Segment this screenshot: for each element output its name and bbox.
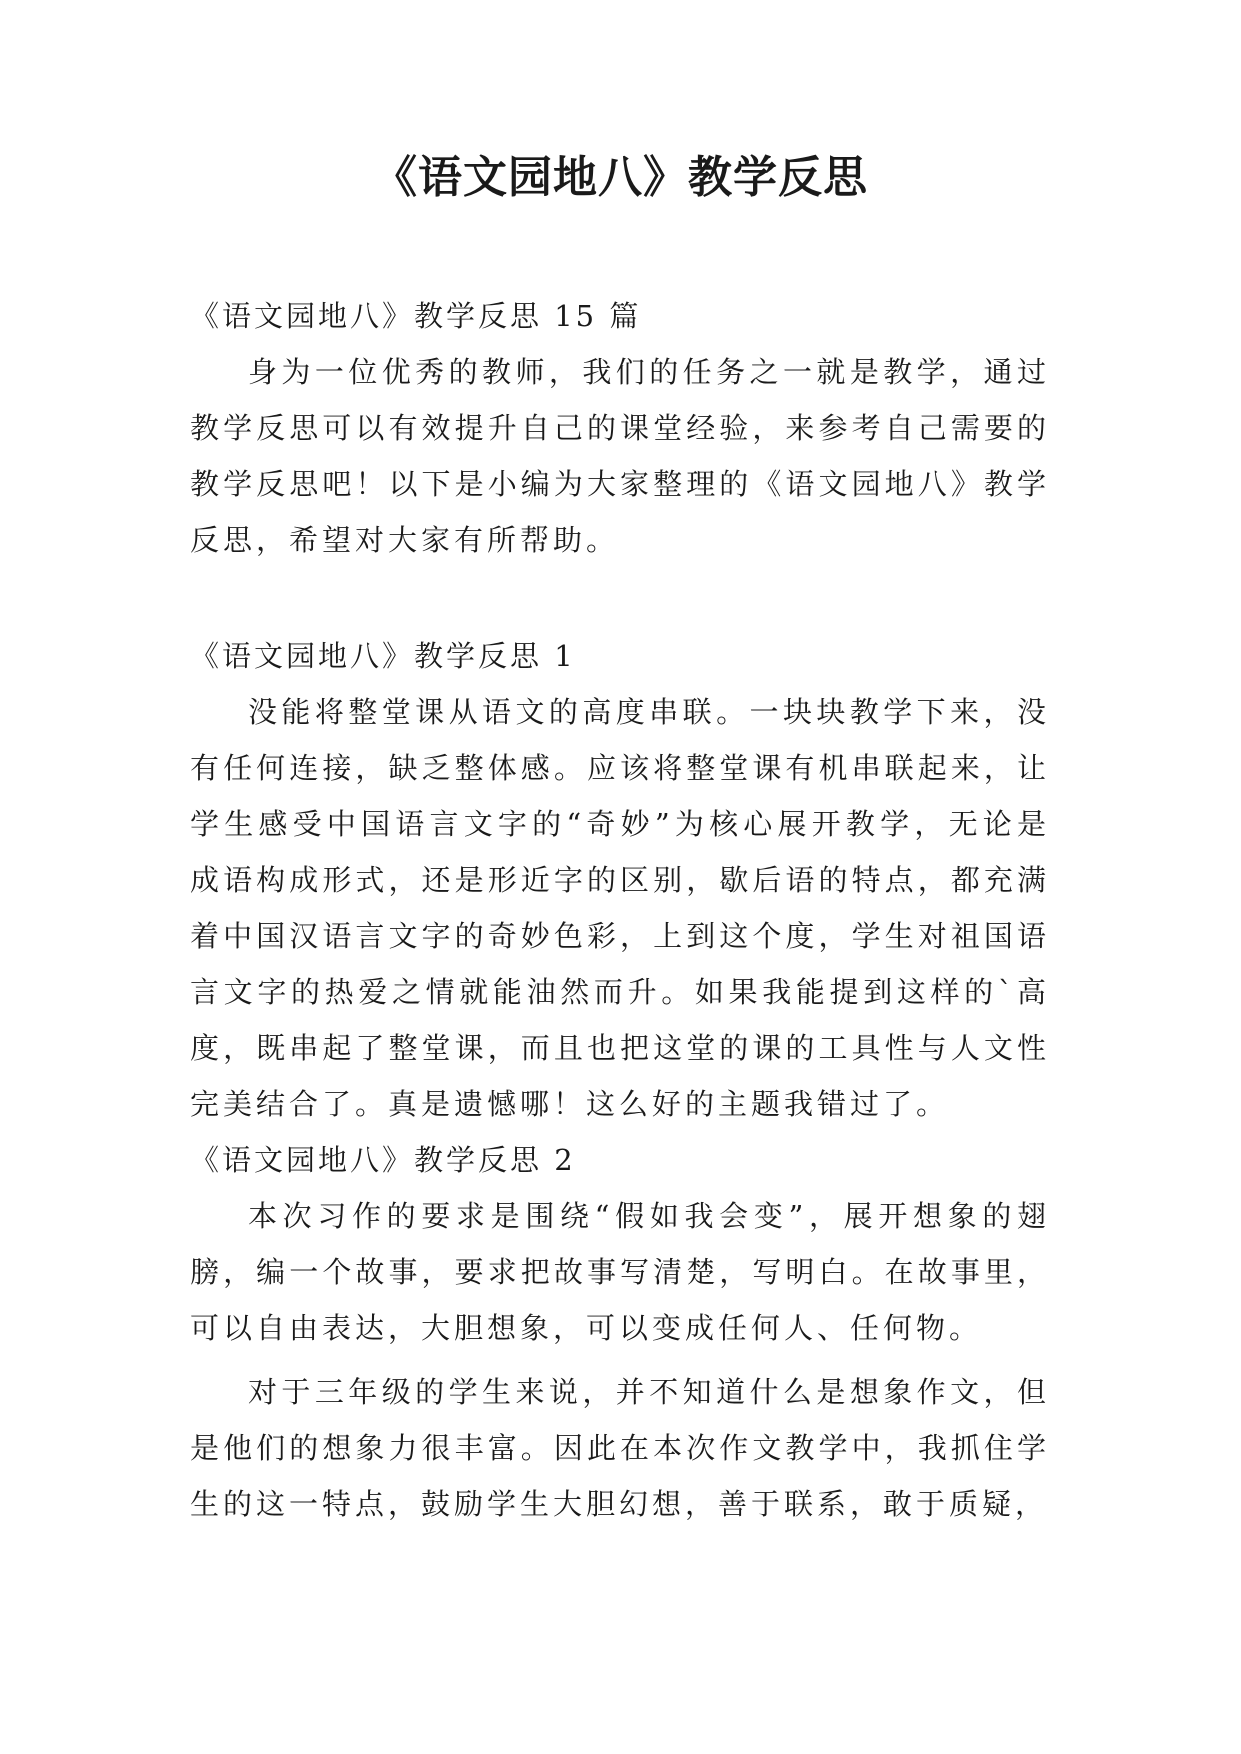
intro-paragraph: 身为一位优秀的教师，我们的任务之一就是教学，通过教学反思可以有效提升自己的课堂经验，来参考自己需要的教学反思吧！以下是小编为大家整理的《语文园地八》教学反思，希望对大家有所帮助。 <box>190 355 1050 557</box>
paragraph-spacer <box>190 1356 1050 1364</box>
collection-heading: 《语文园地八》教学反思 15 篇 <box>190 299 642 333</box>
document-body <box>190 288 1050 1532</box>
section-2-paragraph-1: 本次习作的要求是围绕“假如我会变”，展开想象的翅膀，编一个故事，要求把故事写清楚，写明白。在故事里，可以自由表达，大胆想象，可以变成任何人、任何物。 <box>190 1199 1050 1345</box>
section-spacer <box>190 568 1050 628</box>
section-heading-1: 《语文园地八》教学反思 1 <box>190 639 576 673</box>
section-2-paragraph-2: 对于三年级的学生来说，并不知道什么是想象作文，但是他们的想象力很丰富。因此在本次作文教学中，我抓住学生的这一特点，鼓励学生大胆幻想，善于联系，敢于质疑， <box>190 1375 1050 1521</box>
section-1-paragraph-1: 没能将整堂课从语文的高度串联。一块块教学下来，没有任何连接，缺乏整体感。应该将整堂课有机串联起来，让学生感受中国语言文字的“奇妙”为核心展开教学，无论是成语构成形式，还是形近字的区别，歇后语的特点，都充满着中国汉语言文字的奇妙色彩，上到这个度，学生对祖国语言文字的热爱之情就能油然而升。如果我能提到这样的`高度，既串起了整堂课，而且也把这堂的课的工具性与人文性完美结合了。真是遗憾哪！这么好的主题我错过了。 <box>190 695 1050 1121</box>
section-heading-2: 《语文园地八》教学反思 2 <box>190 1143 576 1177</box>
document-title: 《语文园地八》教学反思 <box>373 152 868 203</box>
